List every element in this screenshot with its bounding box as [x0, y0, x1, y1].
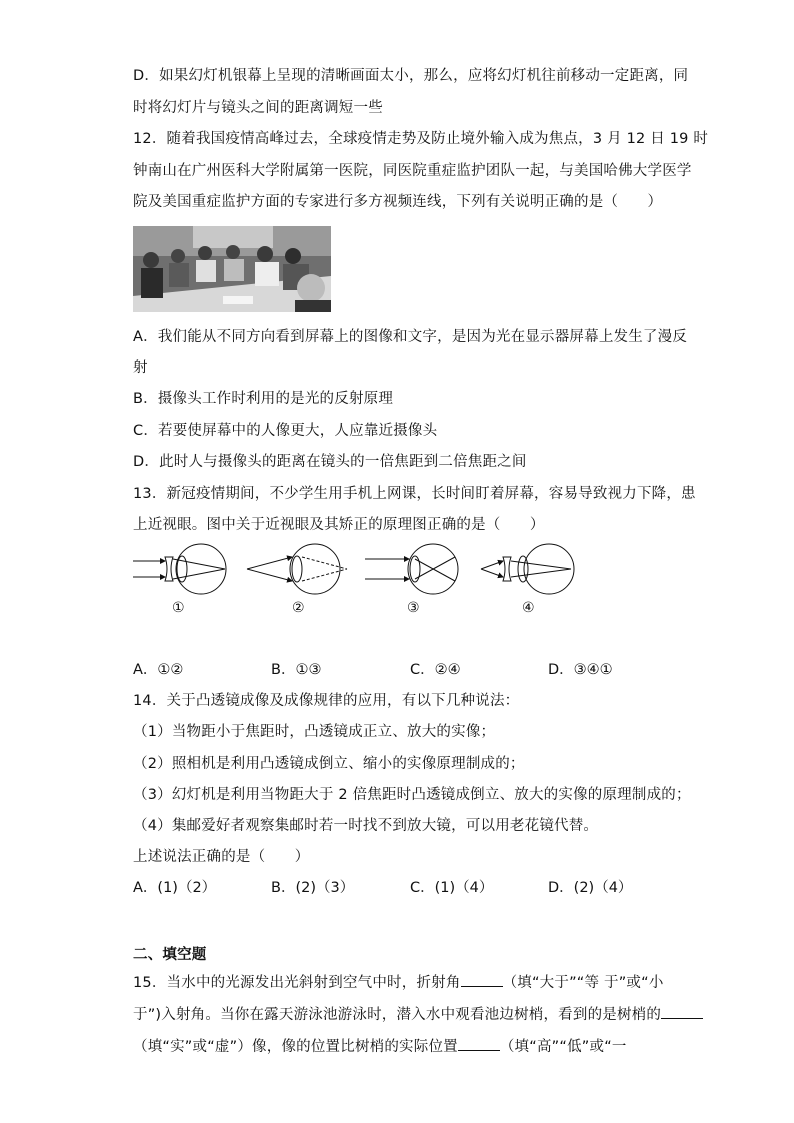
q13-option-a: A．①② — [133, 662, 184, 678]
diagram-label-1: ① — [172, 600, 185, 616]
q15-line3-text-b: （填“高”“低”或“一 — [499, 1039, 627, 1055]
diagram-label-2: ② — [292, 600, 305, 616]
q15-blank-2[interactable] — [661, 1004, 703, 1019]
q11-option-d-line2: 时将幻灯片与镜头之间的距离调短一些 — [133, 100, 383, 116]
diagram-2 — [247, 544, 347, 594]
q12-stem-line2: 钟南山在广州医科大学附属第一医院，同医院重症监护团队一起，与美国哈佛大学医学 — [133, 163, 692, 179]
q13-stem-line1: 13．新冠疫情期间，不少学生用手机上网课，长时间盯着屏幕，容易导致视力下降，患 — [133, 486, 696, 502]
q14-statement-2: （2）照相机是利用凸透镜成倒立、缩小的实像原理制成的； — [133, 756, 525, 772]
q11-option-d-line1: D．如果幻灯机银幕上呈现的清晰画面太小，那么，应将幻灯机往前移动一定距离，同 — [133, 68, 689, 84]
q15-line1-text-b: （填“大于”“等 于”或“小 — [502, 975, 664, 991]
q15-line2-text: 于”)入射角。当你在露天游泳池游泳时，潜入水中观看池边树梢，看到的是树梢的 — [133, 1007, 662, 1023]
diagram-1 — [133, 544, 226, 594]
q15-line2 — [133, 1004, 703, 1025]
section-heading: 二、填空题 — [133, 947, 207, 963]
diagram-label-4: ④ — [522, 600, 535, 616]
q13-option-d: D．③④① — [548, 662, 613, 678]
q14-option-b: B．(2)（3） — [271, 880, 355, 896]
q13-option-c: C．②④ — [410, 662, 461, 678]
q12-option-d: D．此时人与摄像头的距离在镜头的一倍焦距到二倍焦距之间 — [133, 454, 527, 470]
q14-statement-3: （3）幻灯机是利用当物距大于 2 倍焦距时凸透镜成倒立、放大的实像的原理制成的； — [133, 787, 691, 803]
q15-line3-text-a: （填“实”或“虚”）像，像的位置比树梢的实际位置 — [133, 1039, 458, 1055]
q14-statement-4: （4）集邮爱好者观察集邮时若一时找不到放大镜，可以用老花镜代替。 — [133, 818, 599, 834]
q15-line1-text-a: 15．当水中的光源发出光斜射到空气中时，折射角 — [133, 975, 461, 991]
q14-stem: 14．关于凸透镜成像及成像规律的应用，有以下几种说法： — [133, 693, 520, 709]
q14-option-d: D．(2)（4） — [548, 880, 633, 896]
video-conference-photo — [133, 226, 331, 312]
q12-stem-line1: 12．随着我国疫情高峰过去，全球疫情走势及防止境外输入成为焦点，3 月 12 日 19 时 — [133, 131, 709, 147]
q14-option-a: A．(1)（2） — [133, 880, 217, 896]
q12-option-b: B．摄像头工作时利用的是光的反射原理 — [133, 391, 394, 407]
diagram-4 — [481, 544, 574, 594]
q15-blank-3[interactable] — [458, 1036, 500, 1051]
q15-blank-1[interactable] — [461, 972, 503, 987]
q12-option-a-line1: A．我们能从不同方向看到屏幕上的图像和文字，是因为光在显示器屏幕上发生了漫反 — [133, 329, 688, 345]
q14-statement-1: （1）当物距小于焦距时，凸透镜成正立、放大的实像； — [133, 724, 496, 740]
q13-option-b: B．①③ — [271, 662, 322, 678]
q12-stem-line3: 院及美国重症监护方面的专家进行多方视频连线，下列有关说明正确的是（ ） — [133, 194, 663, 210]
q14-question: 上述说法正确的是（ ） — [133, 849, 310, 865]
diagram-label-3: ③ — [407, 600, 420, 616]
q15-line3 — [133, 1036, 627, 1057]
q14-option-c: C．(1)（4） — [410, 880, 494, 896]
q13-stem-line2: 上近视眼。图中关于近视眼及其矫正的原理图正确的是（ ） — [133, 517, 545, 533]
q12-option-c: C．若要使屏幕中的人像更大，人应靠近摄像头 — [133, 423, 438, 439]
q12-option-a-line2: 射 — [133, 360, 148, 376]
q15-line1 — [133, 972, 664, 993]
diagram-3 — [365, 544, 458, 594]
